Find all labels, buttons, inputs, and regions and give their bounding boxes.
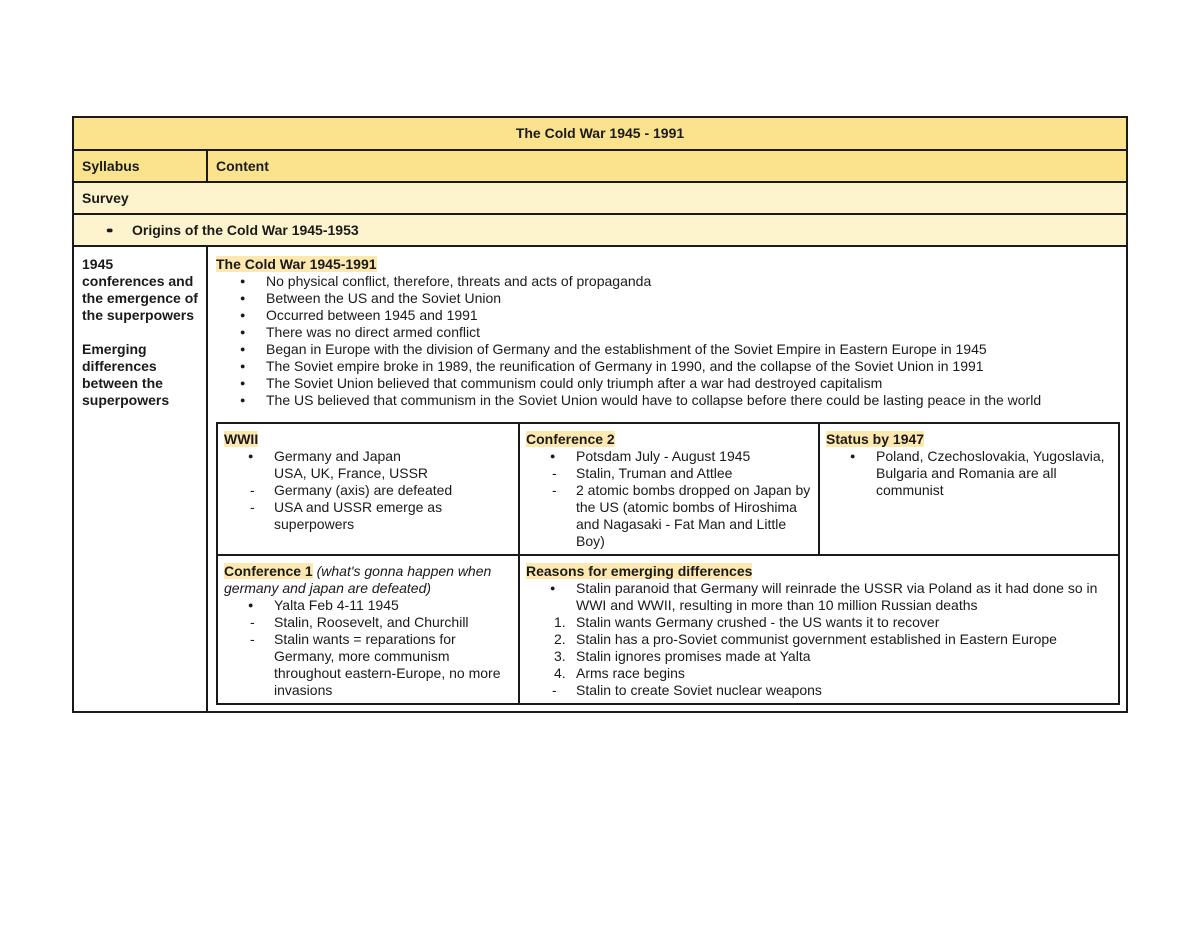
- list-item: - Stalin to create Soviet nuclear weapons: [526, 682, 1112, 699]
- list-item: - 2 atomic bombs dropped on Japan by the US (atomic bombs of Hiroshima and Nagasaki - Fat Man and Little Boy): [526, 482, 812, 550]
- reasons-heading: Reasons for emerging differences: [526, 563, 753, 579]
- list-item: - Stalin, Roosevelt, and Churchill: [224, 614, 512, 631]
- list-item: ● Poland, Czechoslovakia, Yugoslavia, Bulgaria and Romania are all communist: [826, 448, 1112, 499]
- list-item: ● The Soviet Union believed that communism could only triumph after a war had destroyed capitalism: [216, 375, 1118, 392]
- list-item: ● Occurred between 1945 and 1991: [216, 307, 1118, 324]
- list-item: - Germany (axis) are defeated: [224, 482, 512, 499]
- conference2-heading: Conference 2: [526, 431, 615, 447]
- list-item: ● Potsdam July - August 1945: [526, 448, 812, 465]
- list-item: ● Stalin paranoid that Germany will reinrade the USSR via Poland as it had done so in WWI and WWII, resulting in more than 10 million Russian deaths: [526, 580, 1112, 614]
- cold-war-table: [72, 116, 1128, 713]
- status1947-heading: Status by 1947: [826, 431, 925, 447]
- list-item: ● Between the US and the Soviet Union: [216, 290, 1118, 307]
- list-item: ● No physical conflict, therefore, threats and acts of propaganda: [216, 273, 1118, 290]
- list-item: 2. Stalin has a pro-Soviet communist government established in Eastern Europe: [554, 631, 1057, 647]
- list-item: - USA and USSR emerge as superpowers: [224, 499, 512, 533]
- conference2-cell: [519, 423, 819, 555]
- content-cell: [207, 246, 1127, 712]
- wwii-bullet-cont: USA, UK, France, USSR: [274, 465, 429, 481]
- origins-label: Origins of the Cold War 1945-1953: [132, 221, 359, 238]
- list-item: 3. Stalin ignores promises made at Yalta: [554, 648, 811, 664]
- syllabus-item-2: Emerging differences between the superpowers: [82, 341, 170, 408]
- list-item: 1. Stalin wants Germany crushed - the US wants it to recover: [554, 614, 940, 630]
- list-item: 4. Arms race begins: [554, 665, 685, 681]
- syllabus-cell: [73, 246, 207, 712]
- content-header: Content: [207, 150, 1127, 182]
- conference1-cell: [217, 555, 519, 704]
- reasons-cell: [519, 555, 1119, 704]
- status1947-cell: [819, 423, 1119, 555]
- wwii-bullet: Germany and Japan: [274, 448, 401, 464]
- list-item: ● Yalta Feb 4-11 1945: [224, 597, 512, 614]
- conference1-subtitle: (what's gonna happen when germany and japan are defeated): [224, 563, 492, 596]
- wwii-heading: WWII: [224, 431, 259, 447]
- list-item: - Stalin wants = reparations for Germany, more communism throughout eastern-Europe, no more invasions: [224, 631, 512, 699]
- inner-table: [216, 422, 1120, 705]
- overview-heading: The Cold War 1945-1991: [216, 256, 377, 272]
- list-item: ● The Soviet empire broke in 1989, the reunification of Germany in 1990, and the collapse of the Soviet Union in 1991: [216, 358, 1118, 375]
- syllabus-header: Syllabus: [73, 150, 207, 182]
- wwii-cell: [217, 423, 519, 555]
- list-item: ● There was no direct armed conflict: [216, 324, 1118, 341]
- conference1-heading: Conference 1: [224, 563, 313, 579]
- survey-row: Survey: [73, 182, 1127, 214]
- list-item: - Stalin, Truman and Attlee: [526, 465, 812, 482]
- origins-row: ● ● Origins of the Cold War 1945-1953: [73, 214, 1127, 246]
- overview-list: [216, 273, 1118, 409]
- table-title: The Cold War 1945 - 1991: [73, 117, 1127, 150]
- list-item: ● The US believed that communism in the Soviet Union would have to collapse before there could be lasting peace in the world: [216, 392, 1118, 409]
- list-item: ● Began in Europe with the division of Germany and the establishment of the Soviet Empire in Eastern Europe in 1945: [216, 341, 1118, 358]
- syllabus-item-1: 1945 conferences and the emergence of the superpowers: [82, 256, 198, 323]
